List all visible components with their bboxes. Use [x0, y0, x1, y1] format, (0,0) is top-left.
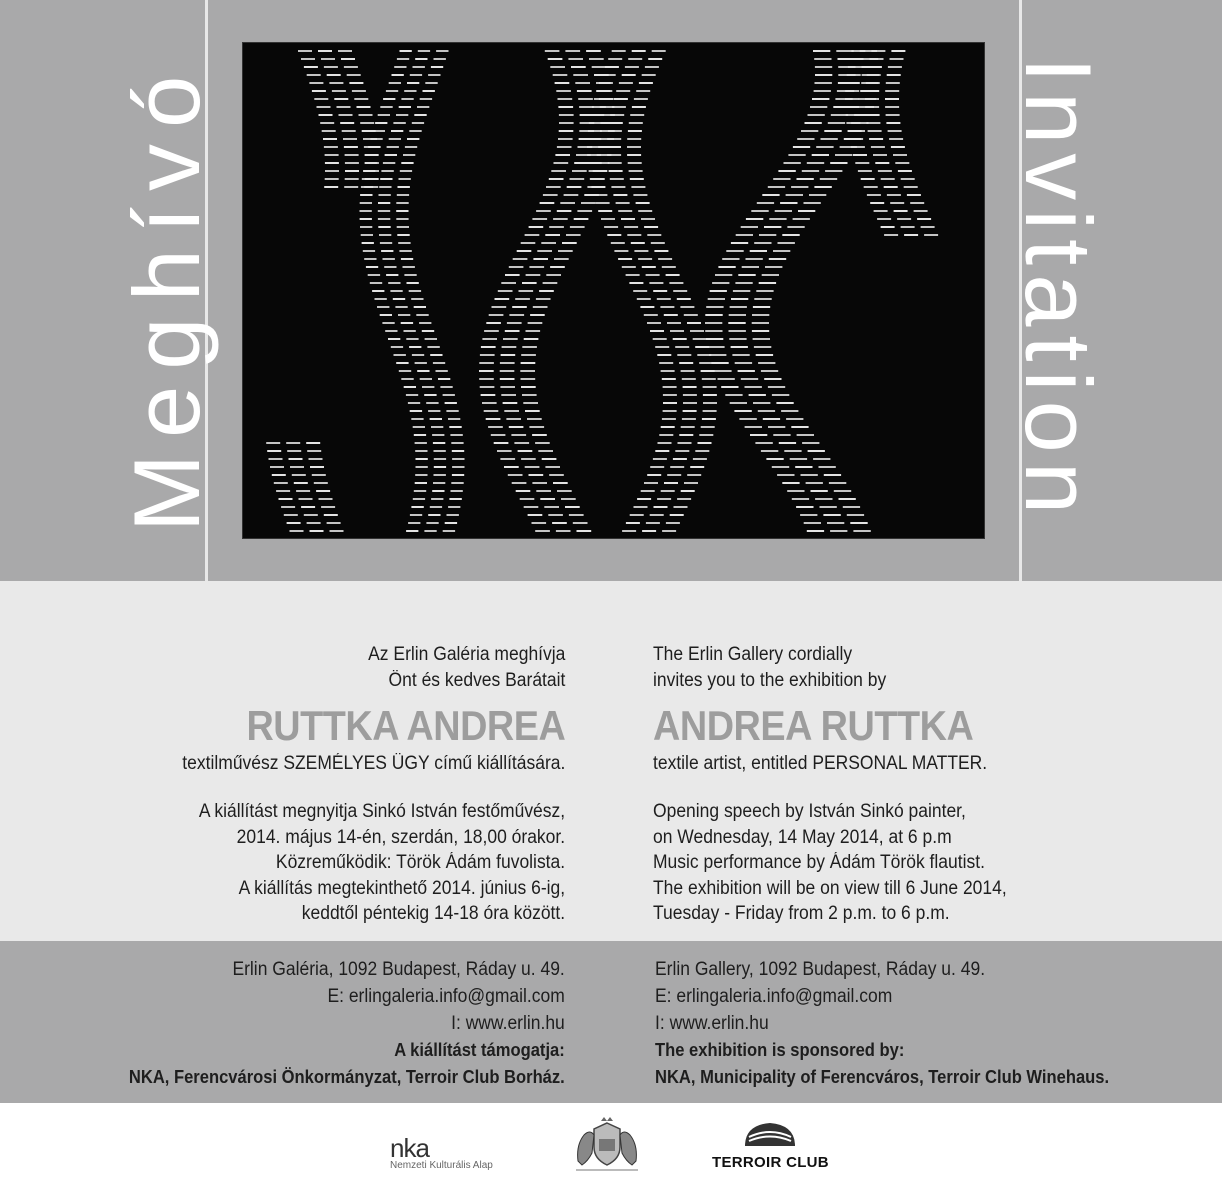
en-artist-name: ANDREA RUTTKA [653, 702, 974, 749]
sponsor-logos [0, 1103, 1222, 1196]
contact-info-band [0, 941, 1222, 1103]
hu-detail-line: A kiállítás megtekinthető 2014. június 6-ig, [238, 877, 565, 899]
terroir-emblem-icon [739, 1119, 801, 1147]
english-artist-block [653, 701, 1016, 777]
header-banner [0, 0, 1222, 581]
hu-web-link[interactable]: I: www.erlin.hu [451, 1013, 565, 1034]
nka-logo [390, 1133, 493, 1172]
en-detail-line: The exhibition will be on view till 6 June 2014, [653, 877, 1007, 899]
hu-sponsor-label: A kiállítást támogatja: [394, 1040, 565, 1060]
en-email-link[interactable]: E: erlingaleria.info@gmail.com [655, 986, 893, 1007]
hu-intro-line2: Önt és kedves Barátait [388, 669, 565, 691]
invitation-vertical-title: Invitation [1006, 56, 1111, 524]
en-detail-line: Tuesday - Friday from 2 p.m. to 6 p.m. [653, 903, 950, 924]
en-detail-line: Music performance by Ádám Török flautist. [653, 852, 985, 873]
hungarian-artist-block [149, 701, 565, 777]
en-detail-line: Opening speech by István Sinkó painter, [653, 801, 966, 822]
artwork-stitches [243, 43, 984, 538]
english-intro [653, 642, 907, 693]
en-intro-line1: The Erlin Gallery cordially [653, 644, 853, 665]
hungarian-intro [351, 642, 565, 693]
hu-subtitle: textilművész SZEMÉLYES ÜGY című kiállítására. [181, 753, 565, 774]
hu-detail-line: A kiállítást megnyitja Sinkó István festőművész, [198, 801, 565, 822]
en-detail-line: on Wednesday, 14 May 2014, at 6 p.m [653, 826, 952, 848]
terroir-club-logo [712, 1119, 829, 1171]
meghivo-vertical-title: Meghívó [114, 59, 219, 533]
textile-artwork-image [242, 42, 985, 539]
hu-sponsors: NKA, Ferencvárosi Önkormányzat, Terroir Club Borház. [129, 1067, 565, 1087]
hu-intro-line1: Az Erlin Galéria meghívja [367, 644, 565, 665]
en-intro-line2: invites you to the exhibition by [653, 669, 887, 691]
hu-address: Erlin Galéria, 1092 Budapest, Ráday u. 49. [232, 959, 565, 980]
hu-detail-line: Közreműködik: Török Ádám fuvolista. [275, 852, 565, 873]
hu-detail-line: keddtől péntekig 14-18 óra között. [301, 903, 565, 924]
english-details [653, 799, 1037, 927]
hungarian-details [167, 799, 565, 927]
nka-logo-subtitle: Nemzeti Kulturális Alap [390, 1160, 493, 1171]
crest-icon [568, 1117, 646, 1175]
nka-logo-mark: nka [390, 1133, 429, 1163]
en-web-link[interactable]: I: www.erlin.hu [655, 1013, 769, 1034]
en-address: Erlin Gallery, 1092 Budapest, Ráday u. 49. [655, 959, 986, 980]
en-contact [655, 956, 1149, 1091]
hu-detail-line: 2014. május 14-én, szerdán, 18,00 órakor. [236, 826, 565, 848]
hu-artist-name: RUTTKA ANDREA [246, 702, 565, 749]
en-sponsor-label: The exhibition is sponsored by: [655, 1040, 905, 1060]
en-sponsors: NKA, Municipality of Ferencváros, Terroir Club Winehaus. [655, 1067, 1110, 1087]
en-subtitle: textile artist, entitled PERSONAL MATTER. [653, 753, 988, 774]
hu-contact [91, 956, 565, 1091]
ferencvaros-crest-logo [568, 1117, 646, 1180]
hu-email-link[interactable]: E: erlingaleria.info@gmail.com [327, 986, 565, 1007]
terroir-club-wordmark: TERROIR CLUB [712, 1154, 829, 1171]
